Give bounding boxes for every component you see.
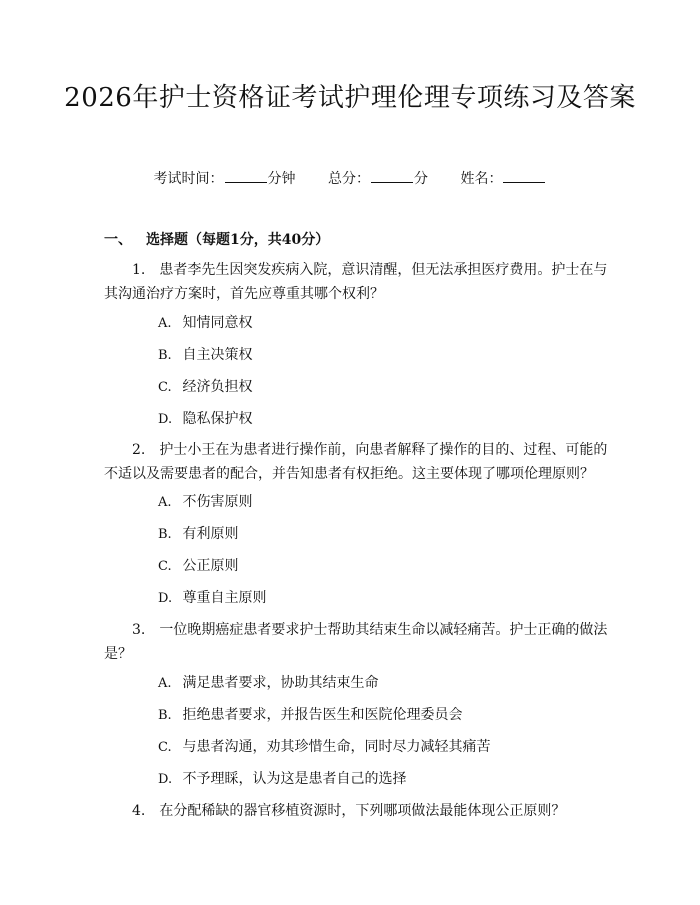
question-text: 一位晚期癌症患者要求护士帮助其结束生命以减轻痛苦。护士正确的做法是？: [104, 622, 608, 662]
option-text: 尊重自主原则: [182, 590, 267, 606]
option-letter: D.: [158, 772, 173, 787]
option-text: 知情同意权: [182, 315, 253, 331]
option-text: 隐私保护权: [182, 411, 253, 427]
option-3d: [158, 769, 406, 790]
option-text: 不予理睬，认为这是患者自己的选择: [182, 771, 407, 787]
name-blank: [503, 168, 545, 183]
option-text: 拒绝患者要求，并报告医生和医院伦理委员会: [182, 707, 463, 723]
exam-info-line: [0, 168, 700, 189]
question-text: 患者李先生因突发疾病入院，意识清醒，但无法承担医疗费用。护士在与其沟通治疗方案时，首先应尊重其哪个权利？: [104, 262, 608, 302]
question-1: [104, 258, 608, 306]
option-2d: [158, 588, 266, 609]
option-text: 有利原则: [182, 526, 239, 542]
question-number: 1.: [132, 262, 146, 278]
question-4: [104, 799, 608, 823]
question-text: 护士小王在为患者进行操作前，向患者解释了操作的目的、过程、可能的不适以及需要患者的配合，并告知患者有权拒绝。这主要体现了哪项伦理原则？: [104, 442, 608, 482]
question-3: [104, 618, 608, 666]
total-score-blank: [371, 168, 413, 183]
option-text: 自主决策权: [182, 347, 253, 363]
option-letter: D.: [158, 412, 173, 427]
exam-time-blank: [225, 168, 267, 183]
section-heading: [104, 230, 329, 250]
option-letter: C.: [158, 740, 172, 755]
exam-time-unit: 分钟: [267, 171, 296, 187]
option-text: 公正原则: [182, 558, 239, 574]
name-field: [460, 171, 546, 187]
question-number: 4.: [132, 803, 146, 819]
option-text: 与患者沟通，劝其珍惜生命，同时尽力减轻其痛苦: [182, 739, 491, 755]
section-title: 选择题（每题1分，共40分）: [146, 232, 330, 248]
option-3b: [158, 705, 462, 726]
option-2a: [158, 492, 252, 513]
option-1c: [158, 377, 252, 398]
option-text: 满足患者要求，协助其结束生命: [182, 675, 379, 691]
option-1b: [158, 345, 252, 366]
option-3a: [158, 673, 378, 694]
option-letter: A.: [158, 495, 172, 510]
option-letter: A.: [158, 676, 172, 691]
question-number: 2.: [132, 442, 146, 458]
total-score-unit: 分: [414, 171, 428, 187]
option-text: 不伤害原则: [182, 494, 253, 510]
section-number: 一、: [104, 232, 132, 248]
page-title: 2026年护士资格证考试护理伦理专项练习及答案: [64, 83, 636, 113]
name-label: 姓名：: [460, 171, 503, 187]
option-1a: [158, 313, 252, 334]
option-2b: [158, 524, 238, 545]
question-2: [104, 438, 608, 486]
option-3c: [158, 737, 490, 758]
option-letter: A.: [158, 316, 172, 331]
question-text: 在分配稀缺的器官移植资源时，下列哪项做法最能体现公正原则？: [159, 803, 566, 819]
option-letter: D.: [158, 591, 173, 606]
total-score-label: 总分：: [328, 171, 370, 187]
option-2c: [158, 556, 238, 577]
exam-time-label: 考试时间：: [153, 171, 224, 187]
question-number: 3.: [132, 622, 146, 638]
option-1d: [158, 409, 252, 430]
option-letter: B.: [158, 708, 172, 723]
option-letter: B.: [158, 348, 172, 363]
exam-time-field: [154, 171, 296, 187]
option-letter: B.: [158, 527, 172, 542]
option-letter: C.: [158, 559, 172, 574]
option-letter: C.: [158, 380, 172, 395]
total-score-field: [328, 171, 428, 187]
option-text: 经济负担权: [182, 379, 253, 395]
